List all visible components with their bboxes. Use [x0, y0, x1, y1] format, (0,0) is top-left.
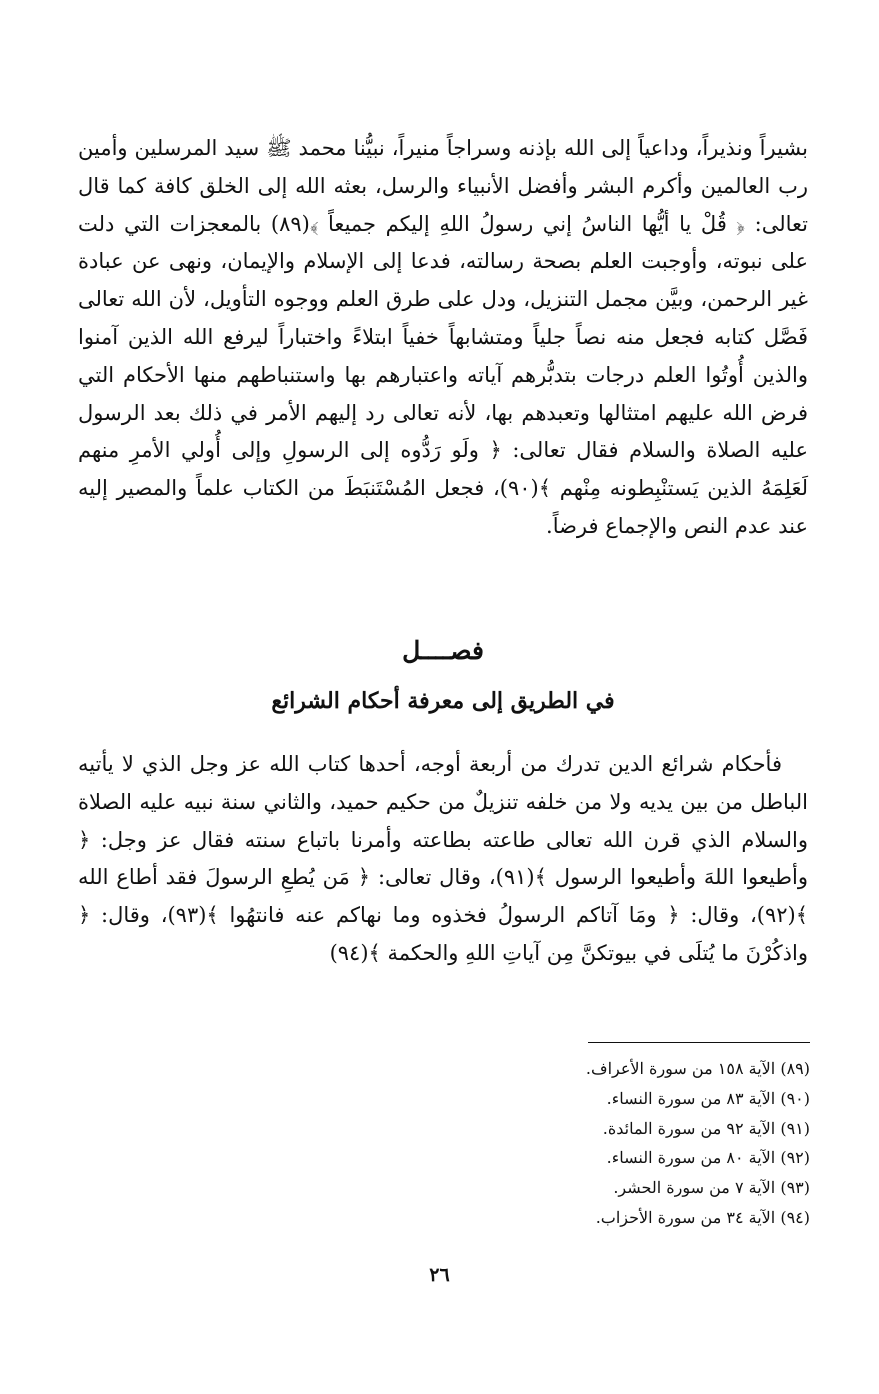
footnote-item: (٩٣) الآية ٧ من سورة الحشر.	[613, 1178, 810, 1198]
section-heading: فصــــل	[402, 636, 484, 665]
footnote-item: (٩١) الآية ٩٢ من سورة المائدة.	[602, 1118, 810, 1138]
footnote-item: (٨٩) الآية ١٥٨ من سورة الأعراف.	[585, 1059, 810, 1078]
body-paragraph-1: بشيراً ونذيراً، وداعياً إلى الله بإذنه وسراجاً منيراً، نبيُّنا محمد ﷺ سيد المرسلين وأمين رب العالمين وأكرم البشر وأفضل الأنبياء والرسل، بعثه الله إلى الخلق كافة كما قال تعالى: ﴿ قُلْ يا أيُّها الناسُ إني رسولُ اللهِ إليكم جميعاً ﴾(٨٩) بالمعجزات التي دلت على نبوته، وأوجبت العلم بصحة رسالته، فدعا إلى الإسلام والإيمان، ونهى عن عبادة غير الرحمن، وبيَّن مجمل التنزيل، ودل على طرق العلم ووجوه التأويل، لأن الله تعالى فَصَّل كتابه فجعل منه نصاً جلياً ومتشابهاً خفياً ابتلاءً واختباراً ليرفع الله الذين آمنوا والذين أُوتُوا العلم درجات بتدبُّرهم آياته واعتبارهم بها واستنباطهم منها الأحكام التي فرض الله عليهم امتثالها وتعبدهم بها، لأنه تعالى رد إليهم الأمر في ذلك بعد الرسول عليه الصلاة والسلام فقال تعالى: ﴿ ولَو رَدُّوه إلى الرسولِ وإلى أُولي الأمرِ منهم لَعَلِمَهُ الذين يَستنْبِطونه مِنْهم ﴾(٩٠)، فجعل المُسْتَنبَطَ من الكتاب علماً والمصير إليه عند عدم النص والإجماع فرضاً.	[78, 136, 809, 538]
footnote-item: (٩٠) الآية ٨٣ من سورة النساء.	[606, 1088, 810, 1108]
footnote-divider	[588, 1042, 810, 1043]
section-subheading: في الطريق إلى معرفة أحكام الشرائع	[271, 688, 615, 714]
page-number: ٢٦	[429, 1264, 450, 1286]
footnote-item: (٩٤) الآية ٣٤ من سورة الأحزاب.	[595, 1207, 810, 1227]
body-paragraph-2: فأحكام شرائع الدين تدرك من أربعة أوجه، أحدها كتاب الله عز وجل الذي لا يأتيه الباطل من بين يديه ولا من خلفه تنزيلٌ من حكيم حميد، والثاني سنة نبيه عليه الصلاة والسلام الذي قرن الله تعالى طاعته بطاعته وأمرنا باتباع سنته فقال عز وجل: ﴿ وأطيعوا اللهَ وأطيعوا الرسول ﴾(٩١)، وقال تعالى: ﴿ مَن يُطعِ الرسولَ فقد أطاع الله ﴾(٩٢)، وقال: ﴿ ومَا آتاكم الرسولُ فخذوه وما نهاكم عنه فانتهُوا ﴾(٩٣)، وقال: ﴿ واذكُرْنَ ما يُتلَى في بيوتكنَّ مِن آياتِ اللهِ والحكمة ﴾(٩٤)	[78, 752, 808, 965]
footnote-item: (٩٢) الآية ٨٠ من سورة النساء.	[606, 1148, 810, 1168]
footnotes-list	[440, 1054, 810, 1233]
